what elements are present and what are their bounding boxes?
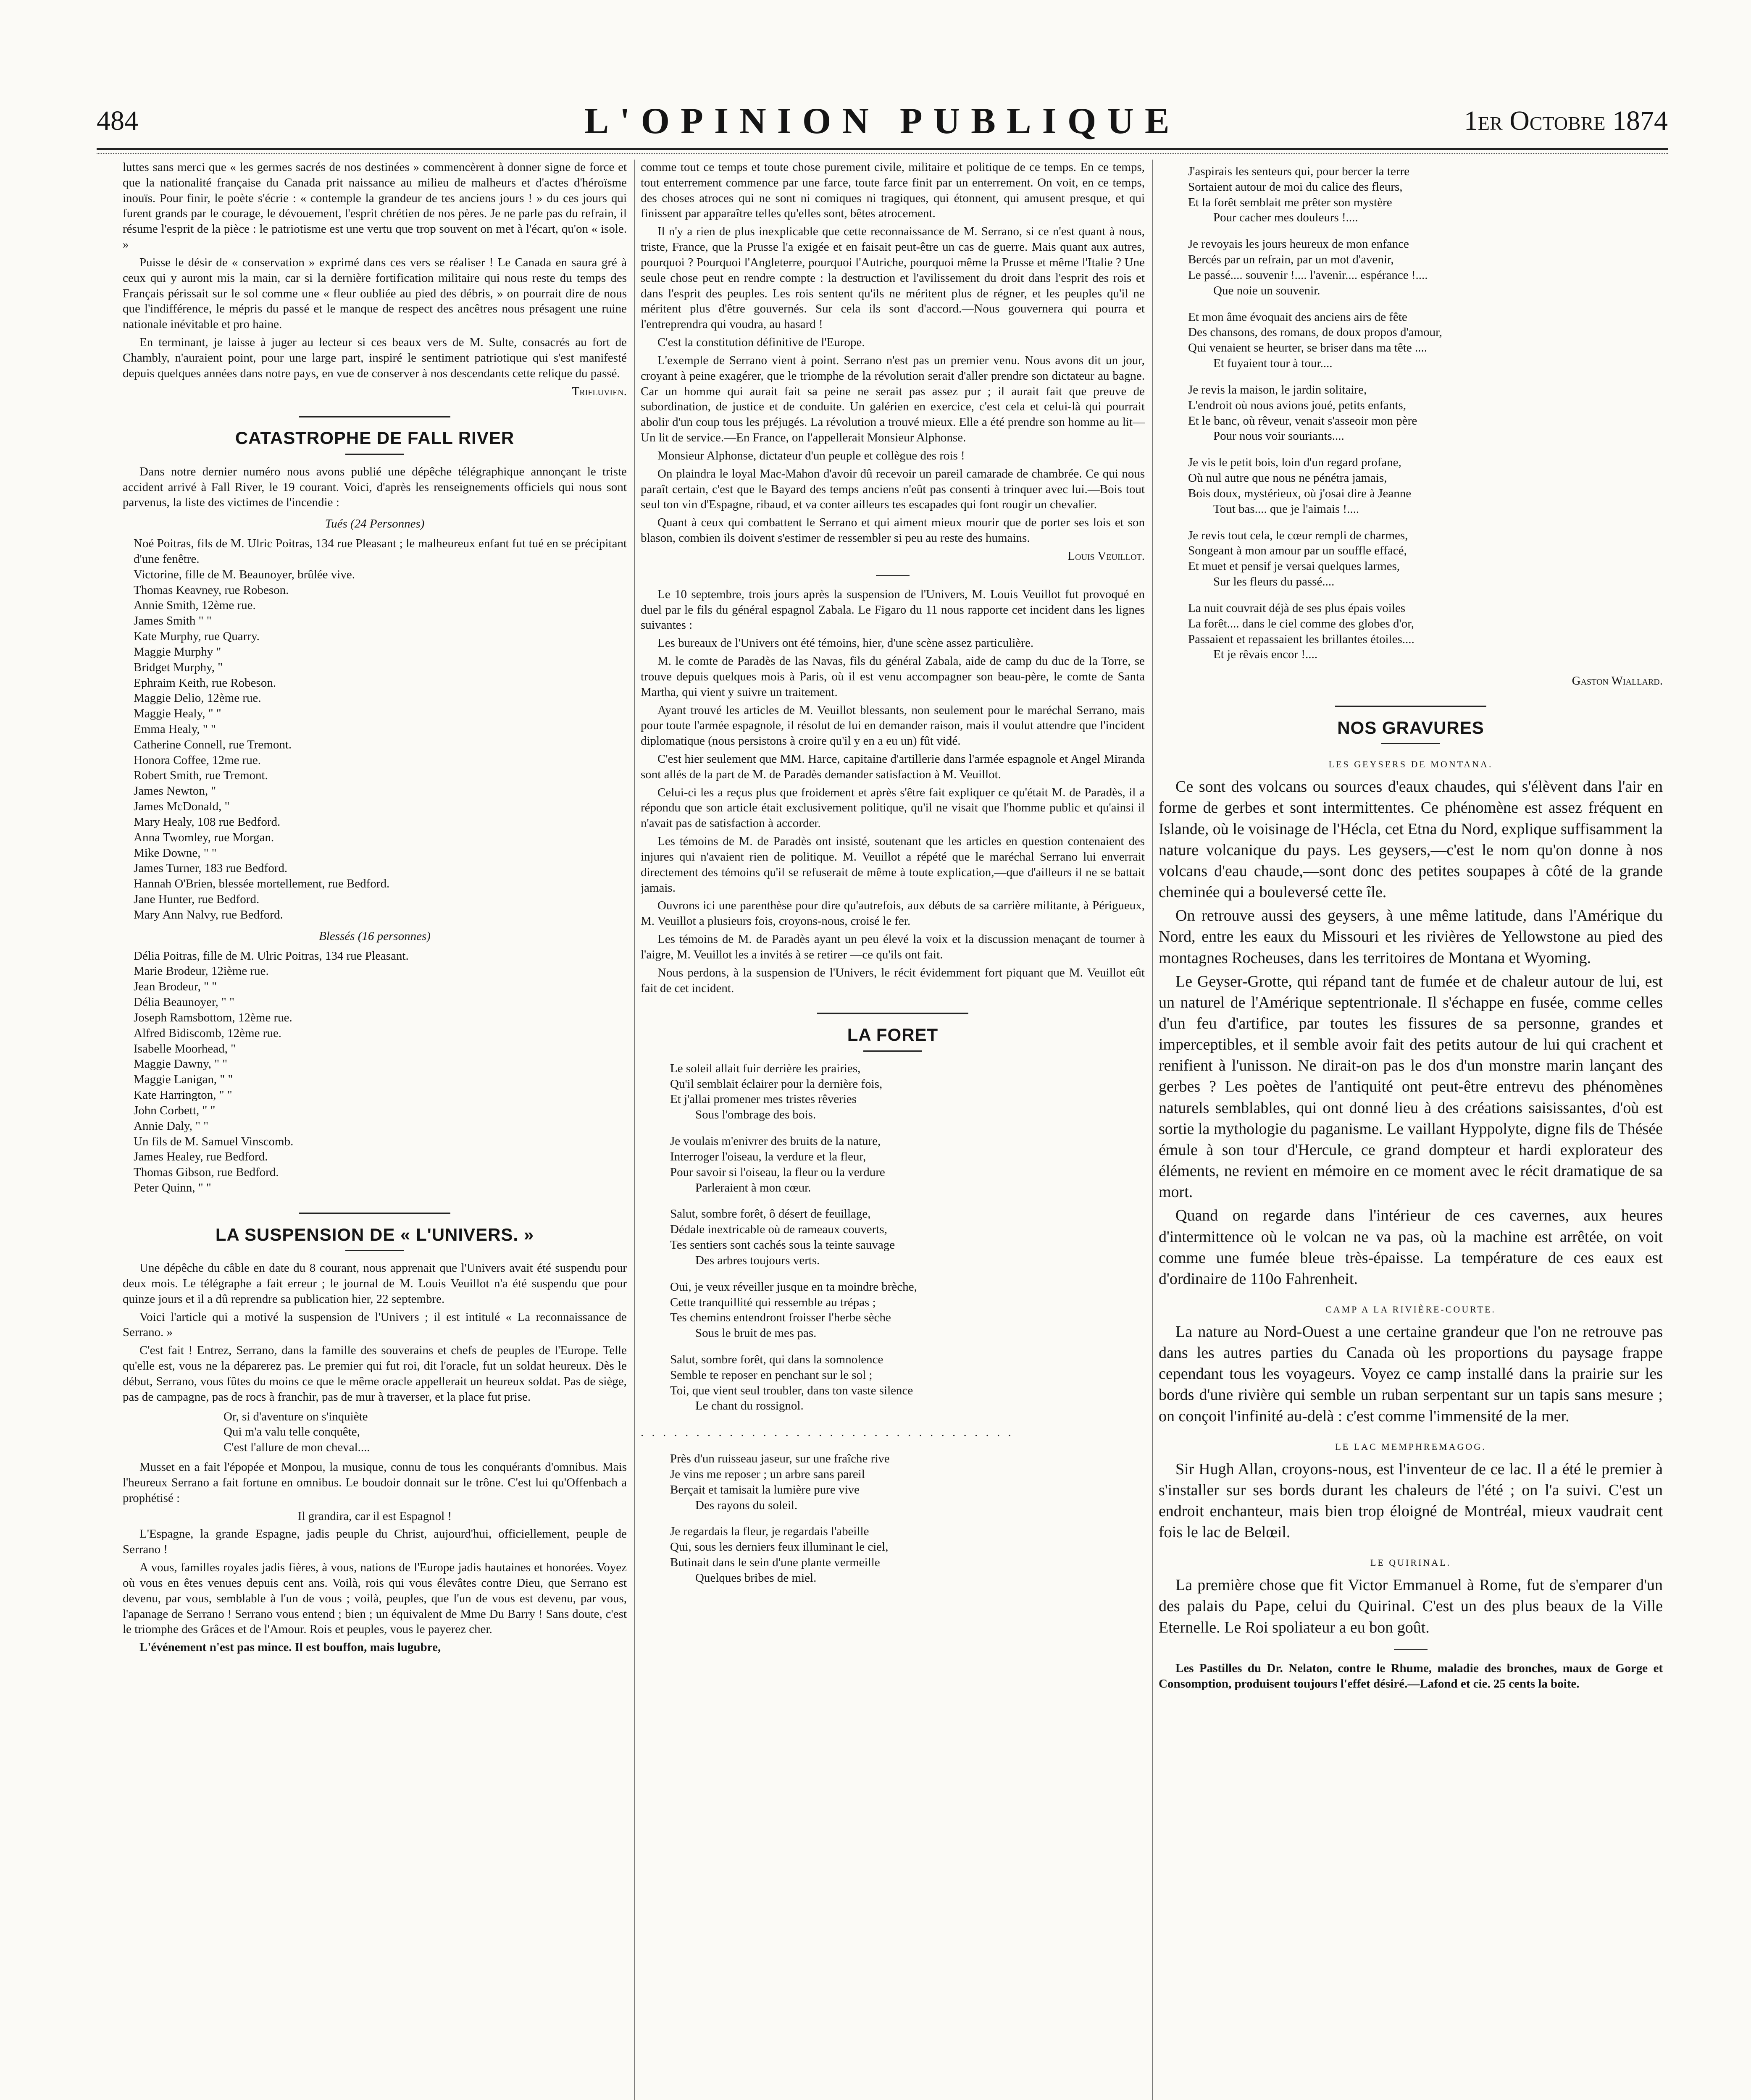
quoted-verse [223,1409,627,1455]
masthead [97,100,1668,146]
article-paragraph: L'exemple de Serrano vient à point. Serrano n'est pas un premier venu. Nous avons dit un jour, croyant à peine exagérer, que le triomphe de la révolution serait d'aller prendre son dictateur au bagne. Car un homme qui aurait fait sa peine ne serait pas assez pur ; il aurait fait que preuve de subordination, de justice et de conduite. Un galérien en exercice, c'est cela et celui-là qui pourrait abolir d'un coup tous les préjugés. La révolution a trouvé mieux. Elle a été prendre son homme au lit—Un lit de service.—En France, on l'appellerait Monsieur Alphonse. [641,353,1145,445]
poem-stanza [1188,455,1663,517]
quoted-line: Il grandira, car il est Espagnol ! [297,1509,452,1523]
poem-stanza [670,1524,1145,1586]
separator [876,575,910,576]
poem-line: Je vins me reposer ; un arbre sans pareil [670,1467,865,1481]
victim-entry: Mary Healy, 108 rue Bedford. [134,815,281,829]
poem-line: La forêt.... dans le ciel comme des globes d'or, [1188,617,1414,630]
victim-entry: James McDonald, " [134,800,230,814]
poem-line: Et j'allai promener mes tristes rêveries [670,1092,857,1106]
victim-entry: Honora Coffee, 12me rue. [134,753,261,767]
poem-stanza [670,1279,1145,1341]
intro-paragraph: Puisse le désir de « conservation » exprimé dans ces vers se réaliser ! Le Canada en saura gré à ceux qui y auront mis la main, car si la dernière fortification militaire qui nous reste du temps des Français périssait sur le sol comme une « fleur oubliée au pied des débris, » on pourrait dire de nous que l'indifférence, le mépris du passé et le manque de respect des ancêtres nous présagent une ruine nationale inévitable et pro haine. [123,255,627,331]
victim-entry: Annie Smith, 12ème rue. [134,598,256,612]
verse-line: Or, si d'aventure on s'inquiète [223,1410,368,1423]
signature: Gaston Wiallard. [1572,674,1663,688]
victim-entry: Kate Harrington, " " [134,1088,232,1102]
killed-subheading: Tués (24 Personnes) [325,517,425,531]
ellipsis-line: . . . . . . . . . . . . . . . . . . . . . . . . . . . . . . . . . . [641,1425,1014,1439]
victim-entry: Maggie Delio, 12ème rue. [134,691,261,705]
article-paragraph: Monsieur Alphonse, dictateur d'un peuple et collègue des rois ! [657,449,965,462]
article-paragraph: Le 10 septembre, trois jours après la suspension de l'Univers, M. Louis Veuillot fut provoqué en duel par le fils du général espagnol Zabala. Le Figaro du 11 nous rapporte cet incident dans les lignes suivantes : [641,587,1145,632]
subheading-geysers: LES GEYSERS DE MONTANA. [1328,759,1493,770]
section-heading-gravures: NOS GRAVURES [1337,718,1484,738]
column-2 [641,160,1145,2100]
poem-line: Des arbres toujours verts. [695,1253,820,1267]
poem-line: La nuit couvrait déjà de ses plus épais voiles [1188,601,1406,615]
poem-line: Qu'il semblait éclairer pour la dernière fois, [670,1077,883,1091]
poem-stanza [1188,164,1663,226]
section-heading-foret: LA FORET [847,1025,939,1045]
column-divider-2 [1152,160,1153,2100]
poem-line: Sur les fleurs du passé.... [1213,575,1335,589]
poem-stanza [1188,601,1663,662]
victim-entry: Isabelle Moorhead, " [134,1042,236,1055]
article-paragraph: Le Geyser-Grotte, qui répand tant de fumée et de chaleur autour de lui, est un naturel de l'Amérique septentrionale. Il s'échappe en fusée, comme celles d'un feu d'artifice, par toutes les fissures de sa personne, grandes et imperceptibles, et il semble avoir fait des petits autour de lui qui crachent et renifient à l'unisson. Ne dirait-on pas le dos d'un monstre marin lançant des gerbes ? Les poètes de l'antiquité ont peut-être entrevu des phénomènes naturels semblables, qui ont donné lieu à des créations saisissantes, d'où est sortie la mythologie du paganisme. Le vaillant Hyppolyte, digne fils de Thésée émule à son tour d'Hercule, ce grand dompteur et hardi explorateur des éléments, ne revient en mémoire en ce moment avec le récit dramatique de sa mort. [1159,972,1663,1201]
victim-entry: John Corbett, " " [134,1103,216,1117]
victim-entry: James Turner, 183 rue Bedford. [134,861,288,875]
poem-line: Où nul autre que nous ne pénétra jamais, [1188,471,1387,485]
intro-paragraph: luttes sans merci que « les germes sacrés de nos destinées » commencèrent à donner signe de force et que la nationalité française du Canada prit naissance au milieu de malheurs et d'actes d'héroïsme inouïs. Pour finir, le poète s'écrie : « contemple la grandeur de tes anciens jours ! » du ces jours qui furent grands par le courage, le dévouement, l'esprit chrétien de nos pères. Je ne parle pas du refrain, il résume l'esprit de la pièce : le patriotisme est une vertu que trop souvent on met à l'écart, qu'on « isole. » [123,160,627,252]
signature: Trifluvien. [572,384,627,398]
separator [1394,1649,1428,1650]
poem-line: Et mon âme évoquait des anciens airs de fête [1188,310,1407,324]
wounded-subheading: Blessés (16 personnes) [319,929,431,943]
poem-line: Passaient et repassaient les brillantes étoiles.... [1188,632,1414,646]
poem-line: Le passé.... souvenir !.... l'avenir.... espérance !.... [1188,268,1428,282]
poem-line: Butinait dans le sein d'une plante vermeille [670,1556,880,1570]
victim-entry: Bridget Murphy, " [134,660,223,674]
article-paragraph: Les témoins de M. de Paradès ayant un peu élevé la voix et la discussion menaçant de tourner à l'aigre, M. Veuillot les a invités à se retirer —ce qu'ils ont fait. [641,932,1145,961]
article-paragraph: C'est fait ! Entrez, Serrano, dans la famille des souverains et chefs de peuples de l'Europe. Telle qu'elle est, vous ne la déparerez pas. Le premier qui fut roi, dit l'oracle, fut un soldat heureux. Dès le début, Serrano, vous fûtes du moins ce que le même oracle appellerait un heureux soldat. Pas de siège, pas de campagne, pas de rocs à franchir, pas de mur à traverser, et la place fut prise. [123,1344,627,1404]
article-paragraph: Les témoins de M. de Paradès ont insisté, soutenant que les articles en question contenaient des injures qui n'avaient rien de politique. M. Veuillot a répété que le maréchal Serrano lui enverrait directement des témoins qu'il se refuserait de même à toute explication,—que d'ailleurs il ne se battait jamais. [641,835,1145,895]
poem-line: L'endroit où nous avions joué, petits enfants, [1188,398,1407,412]
victim-entry: Annie Daly, " " [134,1119,209,1133]
poem-line: Tes chemins entendront froisser l'herbe sèche [670,1311,891,1325]
article-paragraph: A vous, familles royales jadis fières, à vous, nations de l'Europe jadis hautaines et honorées. Voyez où vous en êtes venues depuis cent ans. Voilà, rois qui vous élevâtes contre Dieu, que Serrano est devenu, par vous, semblable à l'un de vous ; voilà, peuples, que l'un de vous est devenu, par vous, l'apanage de Serrano ! Serrano vous entend ; bien ; un équivalent de Mme Du Barry ! Sans doute, c'est le triomphe des Grâces et de l'Amour. Rois et peuples, vous le payerez cher. [123,1561,627,1636]
victim-entry: James Newton, " [134,784,216,798]
advertisement: Les Pastilles du Dr. Nelaton, contre le Rhume, maladie des bronches, maux de Gorge et Consomption, produisent toujours l'effet désiré.—Lafond et cie. 25 cents la boite. [1159,1661,1663,1690]
section-rule [299,416,450,417]
section-rule [299,1213,450,1214]
article-paragraph: Sir Hugh Allan, croyons-nous, est l'inventeur de ce lac. Il a été le premier à s'installer sur ses bords durant les chaleurs de l'été ; on l'a suivi. C'est un endroit enchanteur, mais bien trop éloigné de Montréal, mieux vaudrait cent fois le lac de Belœil. [1159,1460,1663,1541]
article-paragraph: Musset en a fait l'épopée et Monpou, la musique, connu de tous les conquérants d'omnibus. Mais l'heureux Serrano a fait fortune en omnibus. Le boudoir donnait sur le trône. C'est lui qu'Offenbach a prophétisé : [123,1460,627,1505]
poem-line: Près d'un ruisseau jaseur, sur une fraîche rive [670,1452,890,1466]
article-paragraph: Celui-ci les a reçus plus que froidement et après s'être fait expliquer ce qu'était M. de Paradès, il a répondu que son article était exclusivement politique, qu'il ne visait que l'homme public et qu'ainsi il n'avait pas de satisfaction à accorder. [641,785,1145,830]
article-paragraph: Quant à ceux qui combattent le Serrano et qui aiment mieux mourir que de porter ses lois et son blason, combien ils doivent s'estimer de ressembler si peu au reste des humains. [641,516,1145,545]
victim-entry: Kate Murphy, rue Quarry. [134,630,260,643]
poem-stanza [670,1451,1145,1513]
victim-entry: Délia Poitras, fille de M. Ulric Poitras, 134 rue Pleasant. [134,949,409,963]
article-paragraph: Quand on regarde dans l'intérieur de ces cavernes, aux heures d'intermittence où le volcan ne va pas, où la machine est arrêtée, on voit comme une fumée bleue très-épaisse. La température de ces eaux est d'ordinaire de 110o Fahrenheit. [1159,1207,1663,1288]
victim-entry: Thomas Gibson, rue Bedford. [134,1166,279,1179]
victim-entry: James Healey, rue Bedford. [134,1150,268,1164]
poem-line: Oui, je veux réveiller jusque en ta moindre brèche, [670,1280,917,1294]
section-rule [817,1013,968,1014]
poem-line: Je voulais m'enivrer des bruits de la nature, [670,1134,881,1148]
poem-line: Et je rêvais encor !.... [1213,648,1318,662]
poem-la-foret [670,1061,1145,1414]
article-paragraph: Il n'y a rien de plus inexplicable que cette reconnaissance de M. Serrano, si ce n'est quant à nous, triste, France, que la Prusse l'a exigée et en faisait peut-être un cas de guerre. Mais quant aux autres, pourquoi ? Pourquoi l'Angleterre, pourquoi l'Autriche, pourquoi même la Prusse et même l'Italie ? Une seule chose peut en rendre compte : la destruction et l'avilissement du droit dans l'esprit des rois et dans l'esprit des peuples. Les rois sentent qu'ils ne méritent plus de régner, et les peuples qu'il ne méritent plus d'être gouvernés. Sur cela ils sont d'accord.—Nous gouvernera qui pourra et l'entreprendra qui voudra, au hasard ! [641,225,1145,331]
poem-line: Salut, sombre forêt, qui dans la somnolence [670,1352,883,1366]
poem-line: Bois doux, mystérieux, où j'osai dire à Jeanne [1188,486,1412,500]
poem-line: Qui venaient se heurter, se briser dans ma tête .... [1188,341,1427,355]
article-paragraph: Voici l'article qui a motivé la suspension de l'Univers ; il est intitulé « La reconnaissance de Serrano. » [123,1310,627,1339]
victim-entry: Marie Brodeur, 12ième rue. [134,964,269,978]
heading-underline [345,454,404,455]
poem-line: Sortaient autour de moi du calice des fleurs, [1188,180,1403,194]
poem-line: Et fuyaient tour à tour.... [1213,357,1333,370]
poem-line: Salut, sombre forêt, ô désert de feuillage, [670,1207,871,1221]
signature: Louis Veuillot. [1067,549,1145,563]
section-heading-fall-river: CATASTROPHE DE FALL RIVER [235,428,515,448]
article-paragraph: Ayant trouvé les articles de M. Veuillot blessants, non seulement pour le maréchal Serrano, mais pour toute l'armée espagnole, il résolut de lui en demander raison, mais il voulut attendre que l'incident diplomatique (nous persistons à croire qu'il y en a eu un) fût vidé. [641,703,1145,748]
article-paragraph: On retrouve aussi des geysers, à une même latitude, dans l'Amérique du Nord, entre les eaux du Missouri et les rivières de Yellowstone au pied des montagnes Rocheuses, dans les territoires de Montana et Wyoming. [1159,907,1663,967]
poem-line: Tout bas.... que je l'aimais !.... [1213,502,1359,516]
victim-entry: Jean Brodeur, " " [134,980,217,994]
victim-entry: Jane Hunter, rue Bedford. [134,892,260,906]
poem-la-foret-continued [670,1451,1145,1586]
newspaper-title: L'OPINION PUBLIQUE [584,101,1180,142]
masthead-rule [97,148,1668,150]
poem-line: Parleraient à mon cœur. [695,1181,811,1194]
masthead-dotted-rule [97,153,1668,154]
issue-date: 1er Octobre 1874 [1464,105,1668,136]
verse-line: Qui m'a valu telle conquête, [223,1425,360,1439]
poem-line: Qui, sous les derniers feux illuminant le ciel, [670,1540,889,1554]
poem-line: Tes sentiers sont cachés sous la teinte sauvage [670,1238,895,1252]
poem-stanza [670,1206,1145,1268]
poem-line: Et le banc, où rêveur, venait s'asseoir mon père [1188,414,1417,428]
poem-stanza [670,1061,1145,1123]
poem-line: Que noie un souvenir. [1213,284,1320,297]
poem-line: Sous l'ombrage des bois. [695,1108,816,1122]
victim-entry: Anna Twomley, rue Morgan. [134,830,274,844]
verse-line: C'est l'allure de mon cheval.... [223,1441,370,1454]
victim-entry: Noé Poitras, fils de M. Ulric Poitras, 134 rue Pleasant ; le malheureux enfant fut tué en se précipitant d'une fenêtre. [134,537,627,566]
fall-river-intro: Dans notre dernier numéro nous avons publié une dépêche télégraphique annonçant le triste accident arrivé à Fall River, le 19 courant. Voici, d'après les renseignements officiels qui nous sont parvenus, la liste des victimes de l'incendie : [123,465,627,509]
column-1 [123,160,627,2100]
killed-list [123,536,627,923]
intro-paragraph: En terminant, je laisse à juger au lecteur si ces beaux vers de M. Sulte, consacrés au fort de Chambly, n'auraient point, pour une large part, inspiré le sentiment patriotique qui s'est manifesté depuis quelques années dans notre pays, en vue de conserver à nos descendants cette relique du passé. [123,336,627,380]
article-paragraph: Une dépêche du câble en date du 8 courant, nous apprenait que l'Univers avait été suspendu pour deux mois. Le télégraphe a fait erreur ; le journal de M. Louis Veuillot n'a été suspendu que pour quinze jours et il a dû reprendre sa publication hier, 22 septembre. [123,1261,627,1306]
poem-line: Je revis tout cela, le cœur rempli de charmes, [1188,528,1408,542]
article-paragraph: La première chose que fit Victor Emmanuel à Rome, fut de s'emparer d'un des palais du Pape, celui du Quirinal. C'est un des plus beaux de la Ville Eternelle. Le Roi spoliateur a eu bon goût. [1159,1576,1663,1636]
poem-line: Des rayons du soleil. [695,1498,798,1512]
victim-entry: Maggie Healy, " " [134,707,221,721]
victim-entry: Délia Beaunoyer, " " [134,995,234,1009]
heading-underline [1381,743,1440,744]
poem-line: Je regardais la fleur, je regardais l'abeille [670,1525,869,1538]
poem-line: Sous le bruit de mes pas. [695,1326,817,1340]
victim-entry: Thomas Keavney, rue Robeson. [134,583,289,597]
subheading-camp: CAMP A LA RIVIÈRE-COURTE. [1325,1304,1496,1315]
article-paragraph: L'événement n'est pas mince. Il est bouffon, mais lugubre, [139,1641,441,1654]
victim-entry: Un fils de M. Samuel Vinscomb. [134,1134,294,1148]
column-divider-1 [634,160,635,2100]
poem-line: Quelques bribes de miel. [695,1571,817,1585]
victim-entry: Mike Downe, " " [134,846,217,860]
victim-entry: Hannah O'Brien, blessée mortellement, rue Bedford. [134,877,390,891]
poem-line: Bercés par un refrain, par un mot d'avenir, [1188,253,1394,267]
poem-line: Berçait et tamisait la lumière pure vive [670,1483,860,1496]
victim-entry: Ephraim Keith, rue Robeson. [134,676,276,690]
poem-line: Des chansons, des romans, de doux propos d'amour, [1188,326,1442,339]
section-rule [1335,706,1486,707]
wounded-list [123,948,627,1196]
subheading-lac: LE LAC MEMPHREMAGOG. [1335,1441,1486,1452]
poem-line: Pour nous voir souriants.... [1213,429,1344,443]
poem-line: Le soleil allait fuir derrière les prairies, [670,1061,861,1075]
poem-line: Je revis la maison, le jardin solitaire, [1188,383,1367,396]
victim-entry: Maggie Murphy " [134,645,221,659]
poem-line: Et muet et pensif je versai quelques larmes, [1188,559,1400,573]
poem-line: J'aspirais les senteurs qui, pour bercer la terre [1188,165,1410,178]
article-paragraph: M. le comte de Paradès de las Navas, fils du général Zabala, aide de camp du duc de la Torre, se trouve depuis quelques mois à Paris, où il est venu accompagner son beau-père, le comte de Santa Martha, qui vient y suivre un traitement. [641,654,1145,699]
article-paragraph: On plaindra le loyal Mac-Mahon d'avoir dû recevoir un pareil camarade de chambrée. Ce qui nous paraît certain, c'est que le Bayard des temps anciens n'eût pas consenti à trinquer avec lui.—Bois tout seul ton vin d'Espagne, ribaud, et va conter ailleurs tes escapades qui font rougir un chevalier. [641,467,1145,512]
victim-entry: Alfred Bidiscomb, 12ème rue. [134,1026,281,1040]
poem-line: Cette tranquillité qui ressemble au trépas ; [670,1295,876,1309]
victim-entry: Robert Smith, rue Tremont. [134,769,268,782]
heading-underline [863,1050,922,1052]
victim-entry: Joseph Ramsbottom, 12ème rue. [134,1011,292,1024]
poem-line: Semble te reposer en penchant sur le sol ; [670,1368,873,1382]
victim-entry: Catherine Connell, rue Tremont. [134,738,292,751]
victim-entry: Victorine, fille de M. Beaunoyer, brûlée vive. [134,567,355,581]
poem-line: Interroger l'oiseau, la verdure et la fleur, [670,1150,866,1163]
poem-continued [1188,164,1663,662]
poem-line: Et la forêt semblait me prêter son mystère [1188,195,1392,209]
poem-line: Pour savoir si l'oiseau, la fleur ou la verdure [670,1165,885,1179]
poem-stanza [1188,528,1663,590]
article-paragraph: Les bureaux de l'Univers ont été témoins, hier, d'une scène assez particulière. [657,636,1034,650]
article-paragraph: C'est la constitution définitive de l'Europe. [657,336,865,349]
article-paragraph: C'est hier seulement que MM. Harce, capitaine d'artillerie dans l'armée espagnole et Angel Miranda sont allés de la part de M. de Paradès demander satisfaction à M. Veuillot. [641,752,1145,781]
section-heading-univers: LA SUSPENSION DE « L'UNIVERS. » [215,1224,534,1244]
article-paragraph: Nous perdons, à la suspension de l'Univers, le récit évidemment fort piquant que M. Veuillot eût fait de cet incident. [641,966,1145,995]
victim-entry: Mary Ann Nalvy, rue Bedford. [134,908,283,921]
poem-stanza [670,1352,1145,1414]
subheading-quirinal: LE QUIRINAL. [1370,1557,1451,1568]
victim-entry: Maggie Lanigan, " " [134,1073,233,1087]
poem-stanza [1188,236,1663,298]
article-paragraph: comme tout ce temps et toute chose purement civile, militaire et politique de ce temps. En ce temps, tout enterrement commence par une farce, toute farce finit par un enterrement. On voit, en ce temps, des choses atroces qui ne sont ni comiques ni tragiques, qui étonnent, qui amusent presque, et qui finissent par apparaître telles qu'elles sont, bêtes atrocement. [641,160,1145,220]
poem-stanza [1188,382,1663,444]
heading-underline [345,1250,404,1251]
victim-entry: James Smith " " [134,614,212,628]
poem-line: Je vis le petit bois, loin d'un regard profane, [1188,456,1401,470]
poem-stanza [1188,310,1663,371]
page-number: 484 [97,105,138,136]
poem-line: Le chant du rossignol. [695,1399,804,1413]
poem-stanza [670,1134,1145,1195]
poem-line: Songeant à mon amour par un souffle effacé, [1188,544,1407,558]
article-paragraph: L'Espagne, la grande Espagne, jadis peuple du Christ, aujourd'hui, officiellement, peuple de Serrano ! [123,1527,627,1557]
poem-line: Pour cacher mes douleurs !.... [1213,211,1358,225]
article-paragraph: Ouvrons ici une parenthèse pour dire qu'autrefois, aux débuts de sa carrière militante, à Périgueux, M. Veuillot a plusieurs fois, croyons-nous, croisé le fer. [641,899,1145,928]
poem-line: Toi, que vient seul troubler, dans ton vaste silence [670,1383,913,1397]
poem-line: Dédale inextricable où de rameaux couverts, [670,1223,887,1236]
poem-line: Je revoyais les jours heureux de mon enfance [1188,237,1409,251]
column-3 [1159,160,1663,2100]
article-paragraph: Ce sont des volcans ou sources d'eaux chaudes, qui s'élèvent dans l'air en forme de gerbes et sont intermittentes. Ce phénomène est assez fréquent en Islande, où le voisinage de l'Hécla, cet Etna du Nord, explique suffisamment la nature volcanique du pays. Les geysers,—c'est le nom qu'on donne à nos volcans d'eau chaude,—sont donc des petites soupapes à côté de la grande cheminée qui a bouleversé cette île. [1159,778,1663,901]
victim-entry: Emma Healy, " " [134,722,216,736]
victim-entry: Peter Quinn, " " [134,1181,211,1195]
article-paragraph: La nature au Nord-Ouest a une certaine grandeur que l'on ne retrouve pas dans les autres parties du Canada où les proportions du paysage frappe cependant tous les voyageurs. Voyez ce camp installé dans la prairie sur les bords d'une rivière qui semble un ruban serpentant sur un tapis sans mesure ; on conçoit l'infinité au-delà : c'est comme l'immensité de la mer. [1159,1323,1663,1425]
victim-entry: Maggie Dawny, " " [134,1057,228,1071]
